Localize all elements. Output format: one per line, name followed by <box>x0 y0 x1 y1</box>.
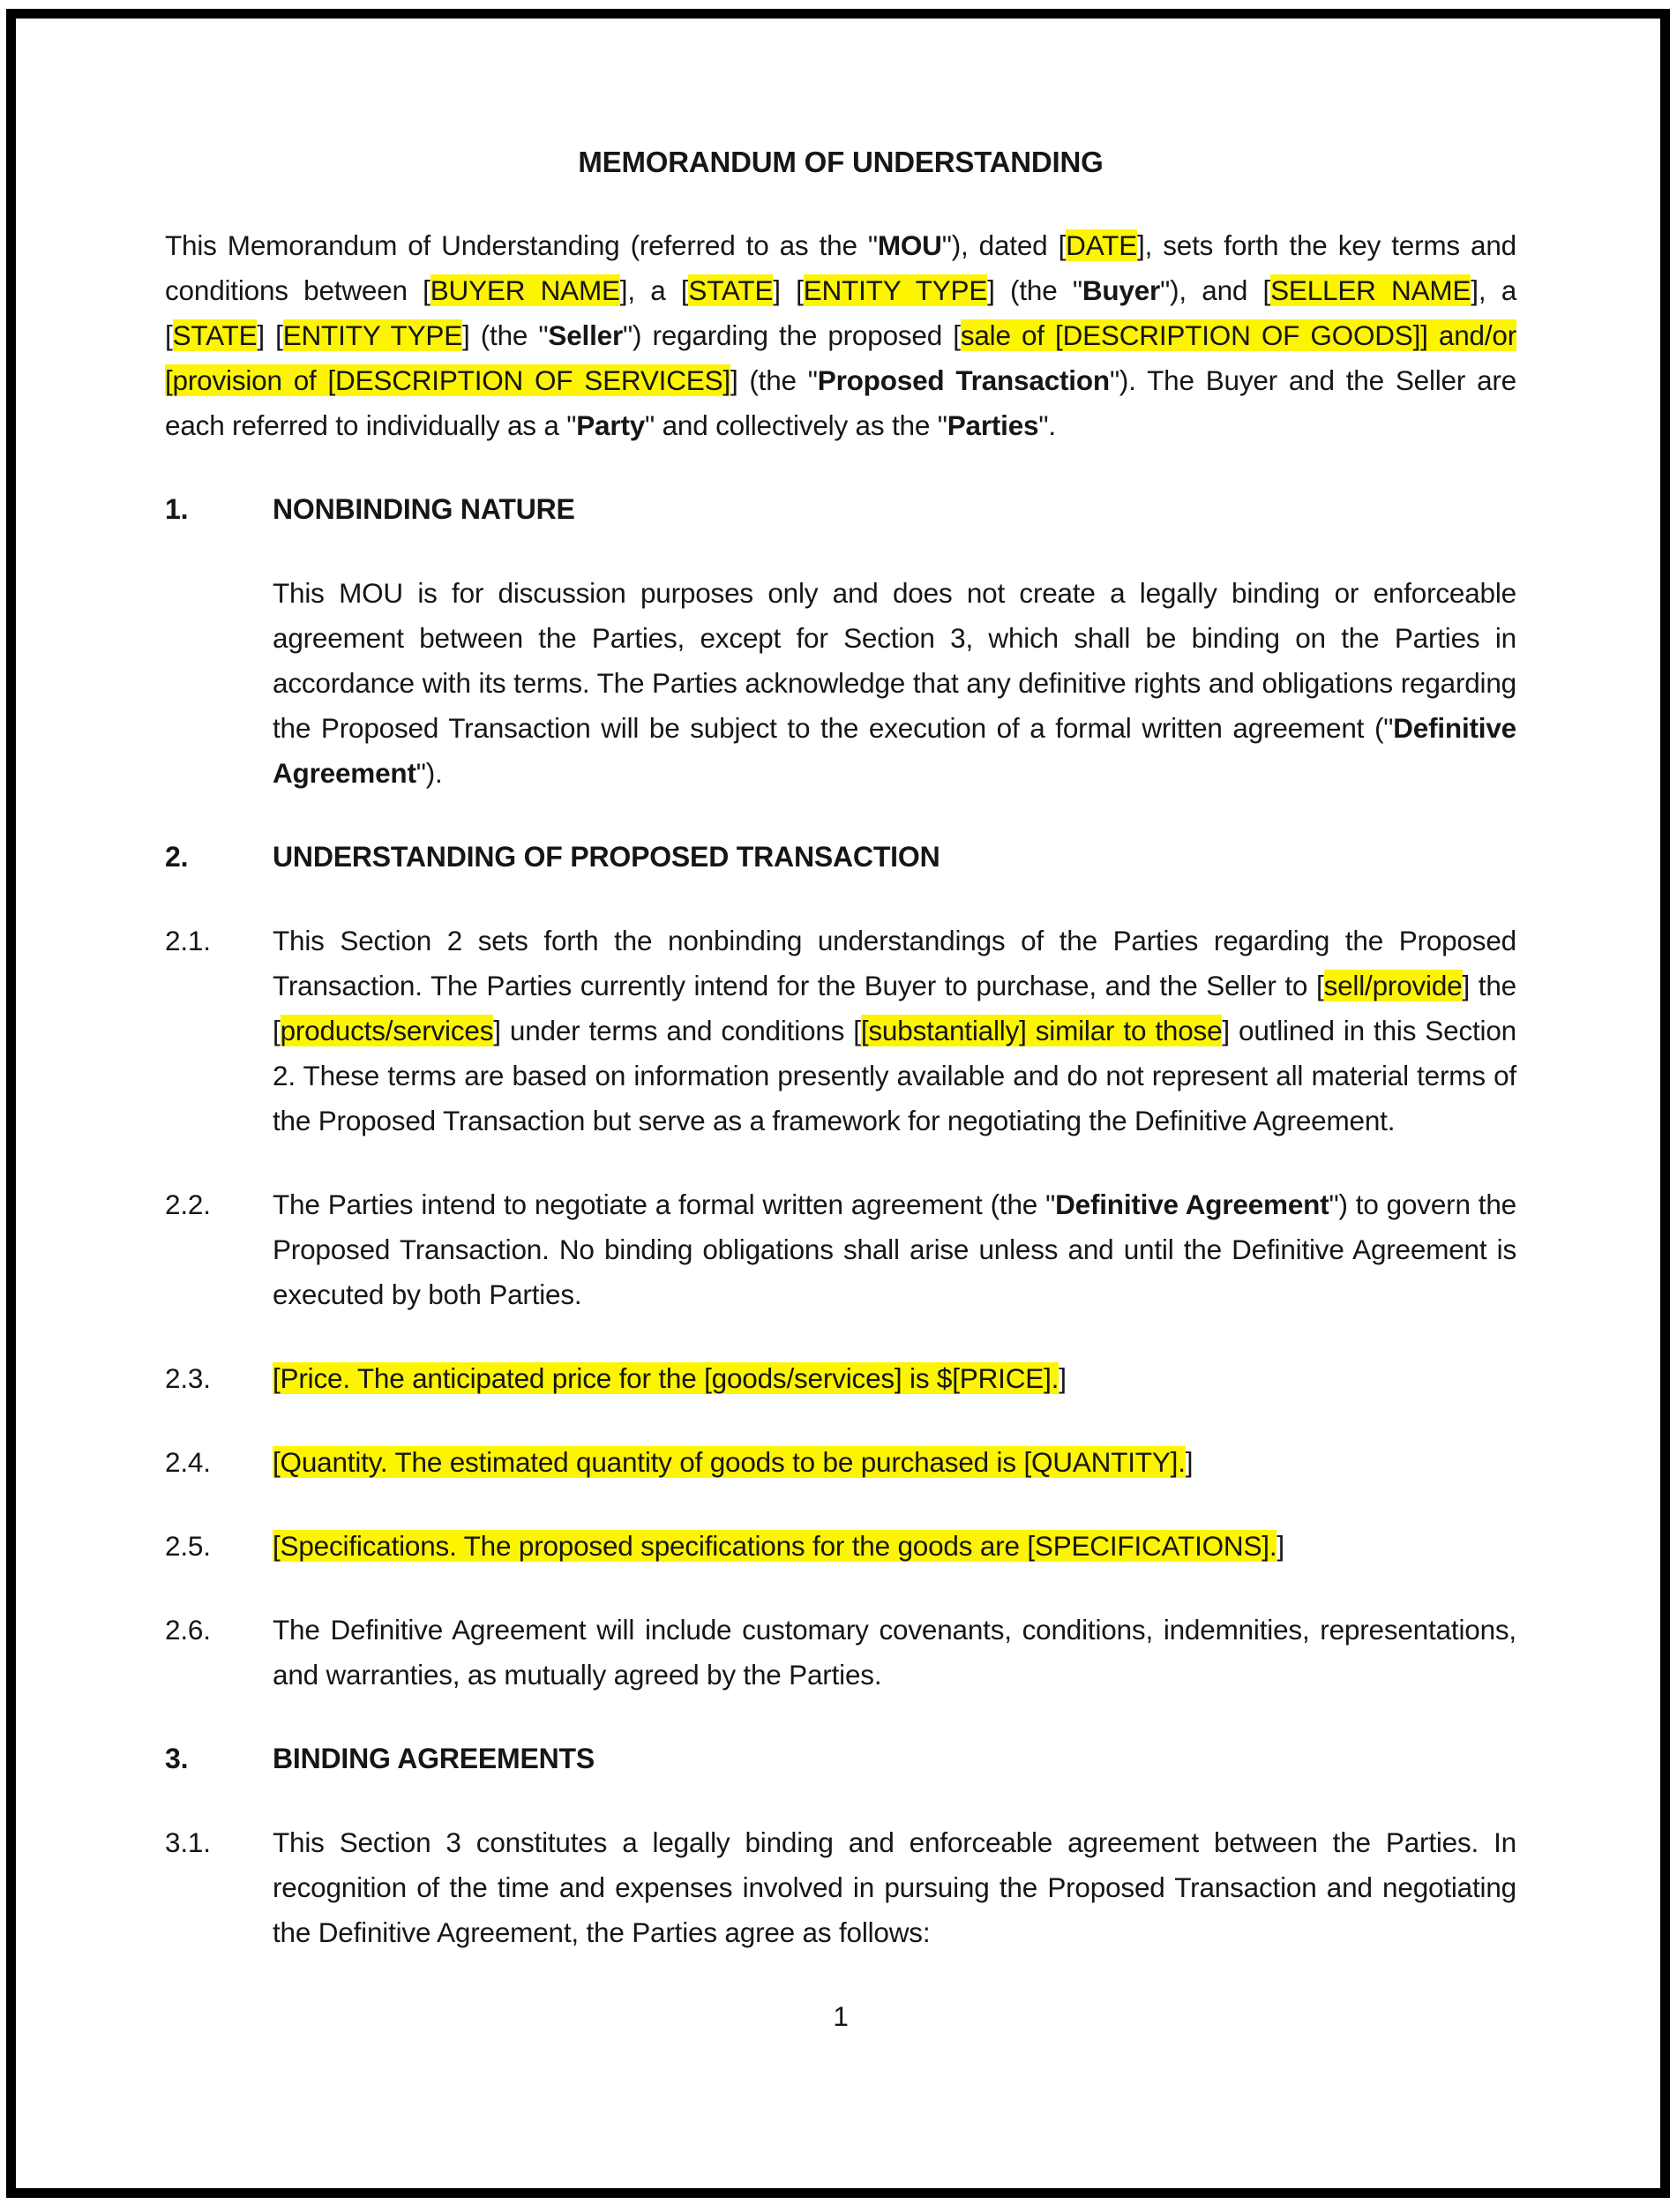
text-run: ], a [ <box>619 274 689 306</box>
text-run: ") to govern the Proposed Transaction. No binding obligations shall arise unless and until the Definitive Agreement is executed by both Parties. <box>273 1188 1516 1310</box>
section-1-heading: NONBINDING NATURE <box>273 493 575 525</box>
bold-text: Definitive Agreement <box>1055 1188 1329 1220</box>
document-content <box>165 139 1516 2039</box>
text-run: ] <box>1185 1446 1194 1478</box>
section-2-heading: UNDERSTANDING OF PROPOSED TRANSACTION <box>273 841 940 873</box>
highlighted-placeholder-text: ENTITY TYPE <box>282 319 463 351</box>
text-run: ] <box>1276 1530 1284 1562</box>
clause-2-6-number: 2.6. <box>165 1614 211 1646</box>
clause-2-1-row <box>165 919 1516 1143</box>
intro-paragraph <box>165 223 1516 448</box>
clause-2-2-row <box>165 1182 1516 1317</box>
highlighted-placeholder-text: SELLER NAME <box>1270 274 1471 306</box>
text-run: ] (the " <box>730 364 818 396</box>
page-number: 1 <box>833 2000 849 2032</box>
clause-3-1-row <box>165 1820 1516 1955</box>
text-run: "). The Buyer and the Seller are each referred to individually as a " <box>165 364 1516 441</box>
text-run: "), dated [ <box>941 229 1067 261</box>
clause-2-1-paragraph <box>273 919 1516 1143</box>
text-run: ], a [ <box>165 274 1517 351</box>
highlighted-placeholder-text: products/services <box>280 1015 494 1046</box>
clause-3-1-number: 3.1. <box>165 1826 211 1858</box>
clause-2-3-number: 2.3. <box>165 1362 211 1394</box>
clause-2-2-number: 2.2. <box>165 1188 211 1220</box>
text-run: ] outlined in this Section 2. These terms are based on information presently available and do not represent all material terms of the Proposed Transaction but serve as a framework for negotiating the Definitive Agreement. <box>273 1015 1516 1136</box>
text-run: " and collectively as the " <box>645 409 947 441</box>
highlighted-placeholder-text: sale of [DESCRIPTION OF GOODS]] and/or [provision of [DESCRIPTION OF SERVICES] <box>165 319 1517 396</box>
clause-2-2-paragraph <box>273 1182 1516 1317</box>
section-1-body-indent <box>165 571 273 796</box>
document-title: MEMORANDUM OF UNDERSTANDING <box>578 146 1104 178</box>
highlighted-placeholder-text: [substantially] similar to those <box>860 1015 1223 1046</box>
section-2-heading-row <box>165 835 1516 880</box>
clause-2-3-row <box>165 1356 1516 1401</box>
text-run: ] under terms and conditions [ <box>493 1015 861 1046</box>
clause-2-6-paragraph <box>273 1608 1516 1698</box>
text-run: ] (the " <box>987 274 1082 306</box>
highlighted-placeholder-text: STATE <box>172 319 258 351</box>
text-run: The Parties intend to negotiate a formal written agreement (the " <box>273 1188 1056 1220</box>
text-run: ] [ <box>773 274 804 306</box>
text-run: This Section 3 constitutes a legally binding and enforceable agreement between the Parties. In recognition of the time and expenses involved in pursuing the Proposed Transaction and negotiating the Definitive Agreement, the Parties agree as follows: <box>273 1826 1516 1948</box>
highlighted-placeholder-text: [Quantity. The estimated quantity of goods to be purchased is [QUANTITY]. <box>273 1446 1186 1478</box>
text-run: "). <box>416 757 443 789</box>
section-1-number: 1. <box>165 493 189 525</box>
clause-2-4-number: 2.4. <box>165 1446 211 1478</box>
text-run: ], sets forth the key terms and conditions between [ <box>165 229 1517 306</box>
clause-2-6-row <box>165 1608 1516 1698</box>
section-3-heading-row <box>165 1736 1516 1781</box>
text-run: This Memorandum of Understanding (referred to as the " <box>165 229 878 261</box>
clause-2-4-row <box>165 1440 1516 1485</box>
highlighted-placeholder-text: DATE <box>1066 229 1138 261</box>
text-run: ] (the " <box>462 319 549 351</box>
text-run: ] <box>1059 1362 1067 1394</box>
bold-text: MOU <box>877 229 942 261</box>
highlighted-placeholder-text: ENTITY TYPE <box>803 274 988 306</box>
clause-2-5-paragraph <box>273 1524 1516 1569</box>
text-run: "), and [ <box>1160 274 1271 306</box>
highlighted-placeholder-text: [Price. The anticipated price for the [goods/services] is $[PRICE]. <box>273 1362 1059 1394</box>
highlighted-placeholder-text: sell/provide <box>1323 970 1463 1001</box>
text-run: The Definitive Agreement will include customary covenants, conditions, indemnities, representations, and warranties, as mutually agreed by the Parties. <box>273 1614 1516 1691</box>
section-1-heading-row <box>165 487 1516 532</box>
bold-text: Parties <box>947 409 1039 441</box>
clause-2-5-number: 2.5. <box>165 1530 211 1562</box>
section-3-number: 3. <box>165 1743 189 1774</box>
text-run: This Section 2 sets forth the nonbinding understandings of the Parties regarding the Proposed Transaction. The Parties currently intend for the Buyer to purchase, and the Seller to [ <box>273 925 1516 1001</box>
clause-2-4-paragraph <box>273 1440 1516 1485</box>
bold-text: Seller <box>548 319 624 351</box>
text-run: ". <box>1038 409 1056 441</box>
section-1-body-row <box>165 571 1516 796</box>
section-2-number: 2. <box>165 841 189 873</box>
section-3-heading: BINDING AGREEMENTS <box>273 1743 595 1774</box>
highlighted-placeholder-text: [Specifications. The proposed specifications for the goods are [SPECIFICATIONS]. <box>273 1530 1277 1562</box>
bold-text: Party <box>576 409 646 441</box>
highlighted-placeholder-text: BUYER NAME <box>430 274 620 306</box>
highlighted-placeholder-text: STATE <box>688 274 774 306</box>
clause-2-5-row <box>165 1524 1516 1569</box>
text-run: ] the [ <box>273 970 1516 1046</box>
text-run: This MOU is for discussion purposes only and does not create a legally binding or enforceable agreement between the Parties, except for Section 3, which shall be binding on the Parties in accordance with its terms. The Parties acknowledge that any definitive rights and obligations regarding the Proposed Transaction will be subject to the execution of a formal written agreement (" <box>273 577 1516 744</box>
text-run: ] [ <box>257 319 283 351</box>
bold-text: Buyer <box>1082 274 1161 306</box>
text-run: ") regarding the proposed [ <box>623 319 961 351</box>
bold-text: Definitive Agreement <box>273 712 1516 789</box>
clause-2-3-paragraph <box>273 1356 1516 1401</box>
clause-2-1-number: 2.1. <box>165 925 211 956</box>
bold-text: Proposed Transaction <box>817 364 1110 396</box>
section-1-paragraph <box>273 571 1516 796</box>
clause-3-1-paragraph <box>273 1820 1516 1955</box>
